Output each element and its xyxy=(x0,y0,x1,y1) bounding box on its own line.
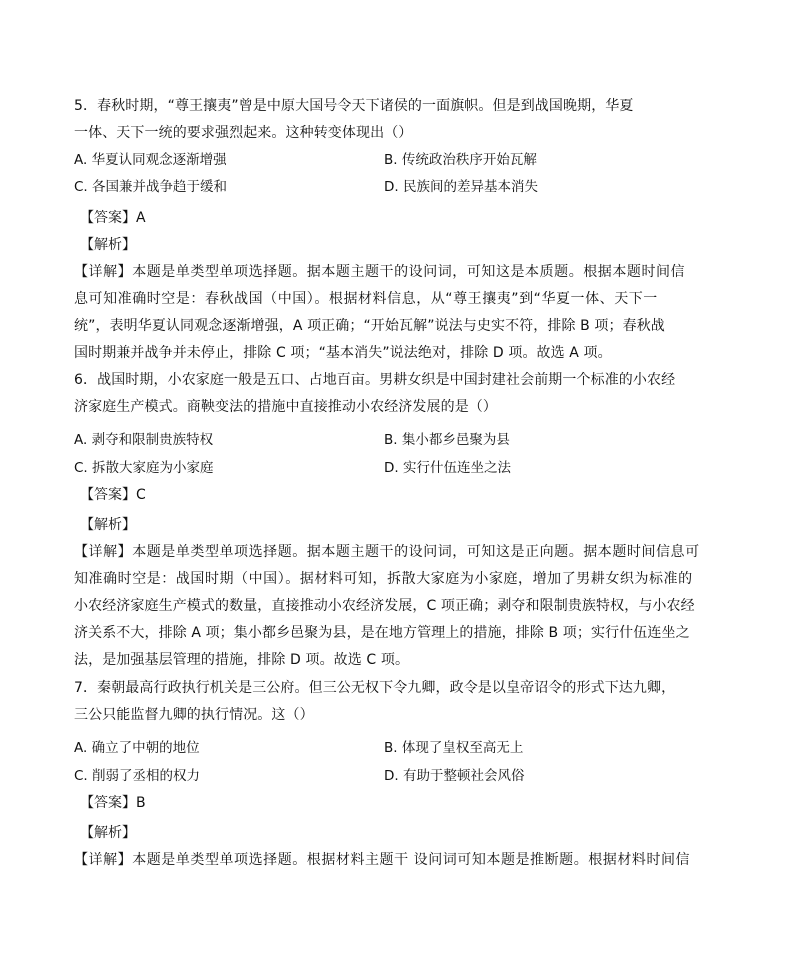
question-5-answer: 【答案】A xyxy=(80,210,146,226)
question-5-detail-line-3: 统”，表明华夏认同观念逐渐增强，A 项正确；“开始瓦解”说法与史实不符，排除 B 项；春秋战 xyxy=(74,318,665,334)
question-5-detail-line-2: 息可知准确时空是：春秋战国（中国）。根据材料信息，从“尊王攘夷”到“华夏一体、天下一 xyxy=(74,291,658,307)
question-5-detail-line-1: 【详解】本题是单类型单项选择题。据本题主题干的设问词，可知这是本质题。根据本题时间信 xyxy=(74,264,686,280)
question-6-option-d: D. 实行什伍连坐之法 xyxy=(384,460,511,476)
question-7-option-c: C. 削弱了丞相的权力 xyxy=(74,768,201,784)
question-6-detail-line-2: 知准确时空是：战国时期（中国）。据材料可知，拆散大家庭为小家庭，增加了男耕女织为标准的 xyxy=(74,571,693,587)
question-7-stem-line-2: 三公只能监督九卿的执行情况。这（） xyxy=(74,707,314,723)
question-7-detail-line-1: 【详解】本题是单类型单项选择题。根据材料主题干 设问词可知本题是推断题。根据材料时间信 xyxy=(74,852,691,868)
question-7-option-d: D. 有助于整顿社会风俗 xyxy=(384,768,525,784)
question-6-detail-line-5: 法，是加强基层管理的措施，排除 D 项。故选 C 项。 xyxy=(74,652,410,668)
question-6-option-c: C. 拆散大家庭为小家庭 xyxy=(74,460,214,476)
question-6-answer: 【答案】C xyxy=(80,487,146,503)
question-7-analysis-label: 【解析】 xyxy=(80,825,136,841)
question-5-detail-line-4: 国时期兼并战争并未停止，排除 C 项；“基本消失”说法绝对，排除 D 项。故选 A 项。 xyxy=(74,345,612,361)
question-5-option-b: B. 传统政治秩序开始瓦解 xyxy=(384,152,537,168)
question-5-stem-line-2: 一体、天下一统的要求强烈起来。这种转变体现出（） xyxy=(74,125,413,141)
question-6-option-a: A. 剥夺和限制贵族特权 xyxy=(74,432,214,448)
question-7-stem-line-1: 7．秦朝最高行政执行机关是三公府。但三公无权下令九卿，政令是以皇帝诏令的形式下达九卿， xyxy=(74,680,676,696)
question-6-detail-line-4: 济关系不大，排除 A 项；集小都乡邑聚为县，是在地方管理上的措施，排除 B 项；实行什伍连坐之 xyxy=(74,625,690,641)
question-5-option-a: A. 华夏认同观念逐渐增强 xyxy=(74,152,227,168)
question-6-analysis-label: 【解析】 xyxy=(80,517,136,533)
question-6-stem-line-1: 6．战国时期，小农家庭一般是五口、占地百亩。男耕女织是中国封建社会前期一个标准的小农经 xyxy=(74,372,676,388)
question-7-option-b: B. 体现了皇权至高无上 xyxy=(384,740,524,756)
question-6-stem-line-2: 济家庭生产模式。商鞅变法的措施中直接推动小农经济发展的是（） xyxy=(74,399,497,415)
question-7-answer: 【答案】B xyxy=(80,795,146,811)
question-6-option-b: B. 集小都乡邑聚为县 xyxy=(384,432,510,448)
question-6-detail-line-3: 小农经济家庭生产模式的数量，直接推动小农经济发展，C 项正确；剥夺和限制贵族特权，与小农经 xyxy=(74,598,695,614)
question-7-option-a: A. 确立了中朝的地位 xyxy=(74,740,200,756)
question-5-option-c: C. 各国兼并战争趋于缓和 xyxy=(74,179,228,195)
question-5-option-d: D. 民族间的差异基本消失 xyxy=(384,179,538,195)
question-5-analysis-label: 【解析】 xyxy=(80,237,136,253)
question-6-detail-line-1: 【详解】本题是单类型单项选择题。据本题主题干的设问词，可知这是正向题。据本题时间信息可 xyxy=(74,544,700,560)
question-5-stem-line-1: 5．春秋时期，“尊王攘夷”曾是中原大国号令天下诸侯的一面旗帜。但是到战国晚期，华夏 xyxy=(74,98,634,114)
